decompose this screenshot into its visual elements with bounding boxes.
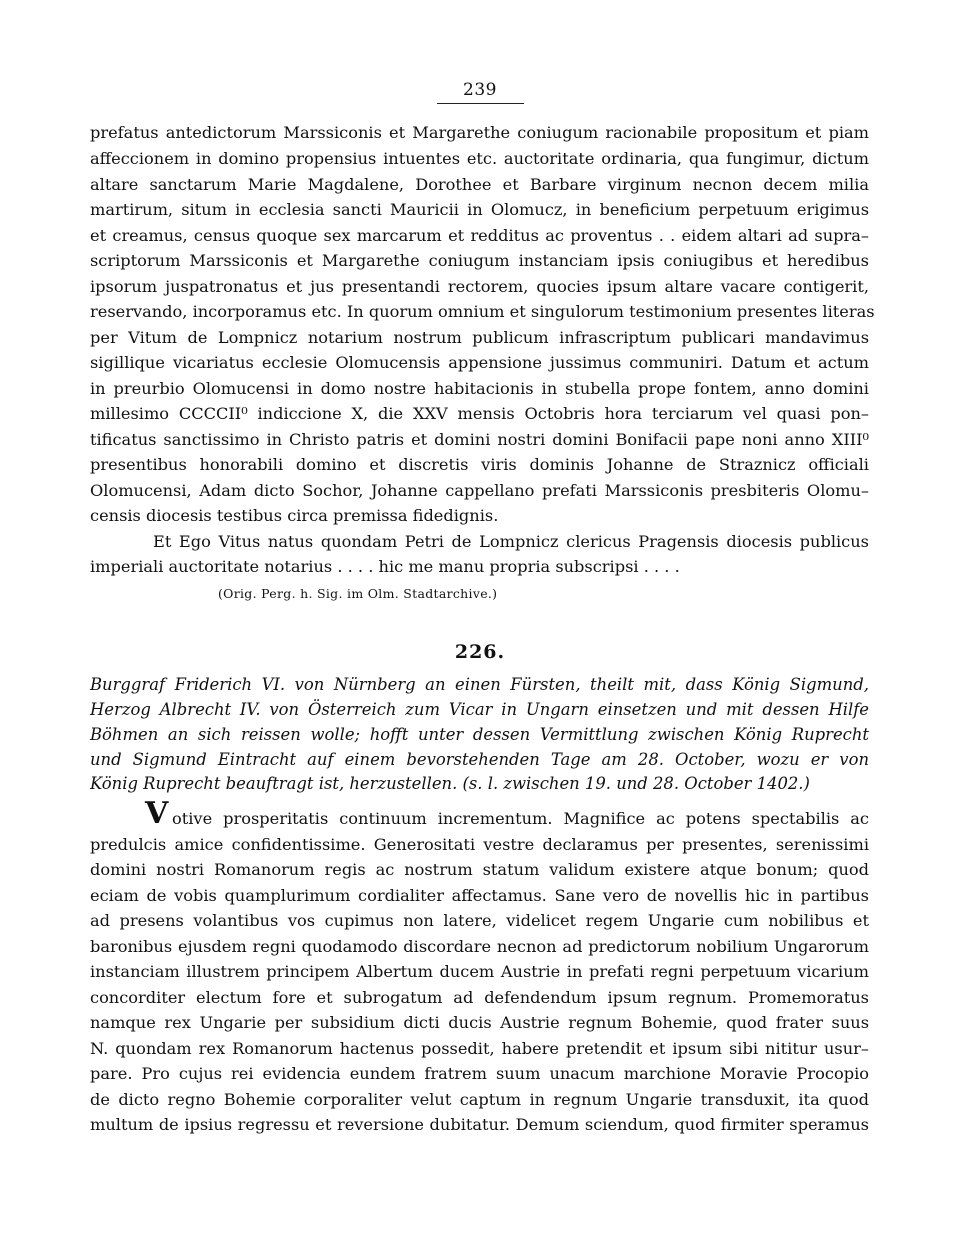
text-line: eciam de vobis quamplurimum cordialiter affectamus. Sane vero de novellis hic in partibus xyxy=(90,886,869,905)
header-rule xyxy=(437,103,524,104)
regest-line: und Sigmund Eintracht auf einem bevorstehenden Tage am 28. October, wozu er von xyxy=(90,750,869,769)
text-line: tificatus sanctissimo in Christo patris et domini nostri domini Bonifacii pape noni anno XIII⁰ xyxy=(90,430,869,449)
text-line: prefatus antedictorum Marssiconis et Margarethe coniugum racionabile propositum et piam xyxy=(90,123,869,142)
page-number: 239 xyxy=(463,80,497,100)
regest-line: Herzog Albrecht IV. von Österreich zum Vicar in Ungarn einsetzen und mit dessen Hilfe xyxy=(90,700,869,719)
text-line: otive prosperitatis continuum incrementum. Magnifice ac potens spectabilis ac xyxy=(172,809,869,828)
text-line: in preurbio Olomucensi in domo nostre habitacionis in stubella prope fontem, anno domini xyxy=(90,379,869,398)
text-line: de dicto regno Bohemie corporaliter velut captum in regnum Ungarie transduxit, ita quod xyxy=(90,1090,869,1109)
text-line: reservando, incorporamus etc. In quorum omnium et singulorum testimonium presentes literas xyxy=(90,302,875,321)
regest-line: König Ruprecht beauftragt ist, herzustellen. (s. l. zwischen 19. und 28. October 1402.) xyxy=(90,774,810,793)
source-note: (Orig. Perg. h. Sig. im Olm. Stadtarchive.) xyxy=(218,586,498,601)
initial-letter: V xyxy=(145,796,169,831)
regest-line: Burggraf Friderich VI. von Nürnberg an einen Fürsten, theilt mit, dass König Sigmund, xyxy=(90,675,869,694)
text-line: ad presens volantibus vos cupimus non latere, videlicet regem Ungarie cum nobilibus et xyxy=(90,911,869,930)
notary-line: Et Ego Vitus natus quondam Petri de Lompnicz clericus Pragensis diocesis publicus xyxy=(153,532,869,551)
text-line: pare. Pro cujus rei evidencia eundem fratrem suum unacum marchione Moravie Procopio xyxy=(90,1064,869,1083)
document-number: 226. xyxy=(454,641,506,663)
text-line: baronibus ejusdem regni quodamodo discordare necnon ad predictorum nobilium Ungarorum xyxy=(90,937,869,956)
notary-line: imperiali auctoritate notarius . . . . hic me manu propria subscripsi . . . . xyxy=(90,557,680,576)
text-line: N. quondam rex Romanorum hactenus possedit, habere pretendit et ipsum sibi nititur usur– xyxy=(90,1039,869,1058)
text-line: martirum, situm in ecclesia sancti Mauricii in Olomucz, in beneficium perpetuum erigimus xyxy=(90,200,869,219)
text-line: ipsorum juspatronatus et jus presentandi rectorem, quocies ipsum altare vacare contigerit, xyxy=(90,277,869,296)
text-line: multum de ipsius regressu et reversione dubitatur. Demum sciendum, quod firmiter speramus xyxy=(90,1115,869,1134)
text-line: scriptorum Marssiconis et Margarethe coniugum instanciam ipsis coniugibus et heredibus xyxy=(90,251,869,270)
text-line: censis diocesis testibus circa premissa fidedignis. xyxy=(90,506,499,525)
text-line: millesimo CCCCII⁰ indiccione X, die XXV mensis Octobris hora terciarum vel quasi pon– xyxy=(90,404,869,423)
regest-line: Böhmen an sich reissen wolle; hofft unter dessen Vermittlung zwischen König Ruprecht xyxy=(90,725,869,744)
text-line: et creamus, census quoque sex marcarum et redditus ac proventus . . eidem altari ad supra– xyxy=(90,226,869,245)
text-line: predulcis amice confidentissime. Generositati vestre declaramus per presentes, serenissimi xyxy=(90,835,869,854)
text-line: per Vitum de Lompnicz notarium nostrum publicum infrascriptum publicari mandavimus xyxy=(90,328,869,347)
text-line: domini nostri Romanorum regis ac nostrum statum validum existere atque bonum; quod xyxy=(90,860,869,879)
text-line: concorditer electum fore et subrogatum ad defendendum ipsum regnum. Promemoratus xyxy=(90,988,869,1007)
text-line: sigillique vicariatus ecclesie Olomucensis appensione jussimus communiri. Datum et actum xyxy=(90,353,869,372)
text-line: instanciam illustrem principem Albertum ducem Austrie in prefati regni perpetuum vicarium xyxy=(90,962,869,981)
text-line: altare sanctarum Marie Magdalene, Dorothee et Barbare virginum necnon decem milia xyxy=(90,175,869,194)
text-line: namque rex Ungarie per subsidium dicti ducis Austrie regnum Bohemie, quod frater suus xyxy=(90,1013,869,1032)
text-line: presentibus honorabili domino et discretis viris dominis Johanne de Straznicz officiali xyxy=(90,455,869,474)
text-line: Olomucensi, Adam dicto Sochor, Johanne cappellano prefati Marssiconis presbiteris Olomu– xyxy=(90,481,869,500)
text-line: affeccionem in domino propensius intuentes etc. auctoritate ordinaria, qua fungimur, dictum xyxy=(90,149,869,168)
